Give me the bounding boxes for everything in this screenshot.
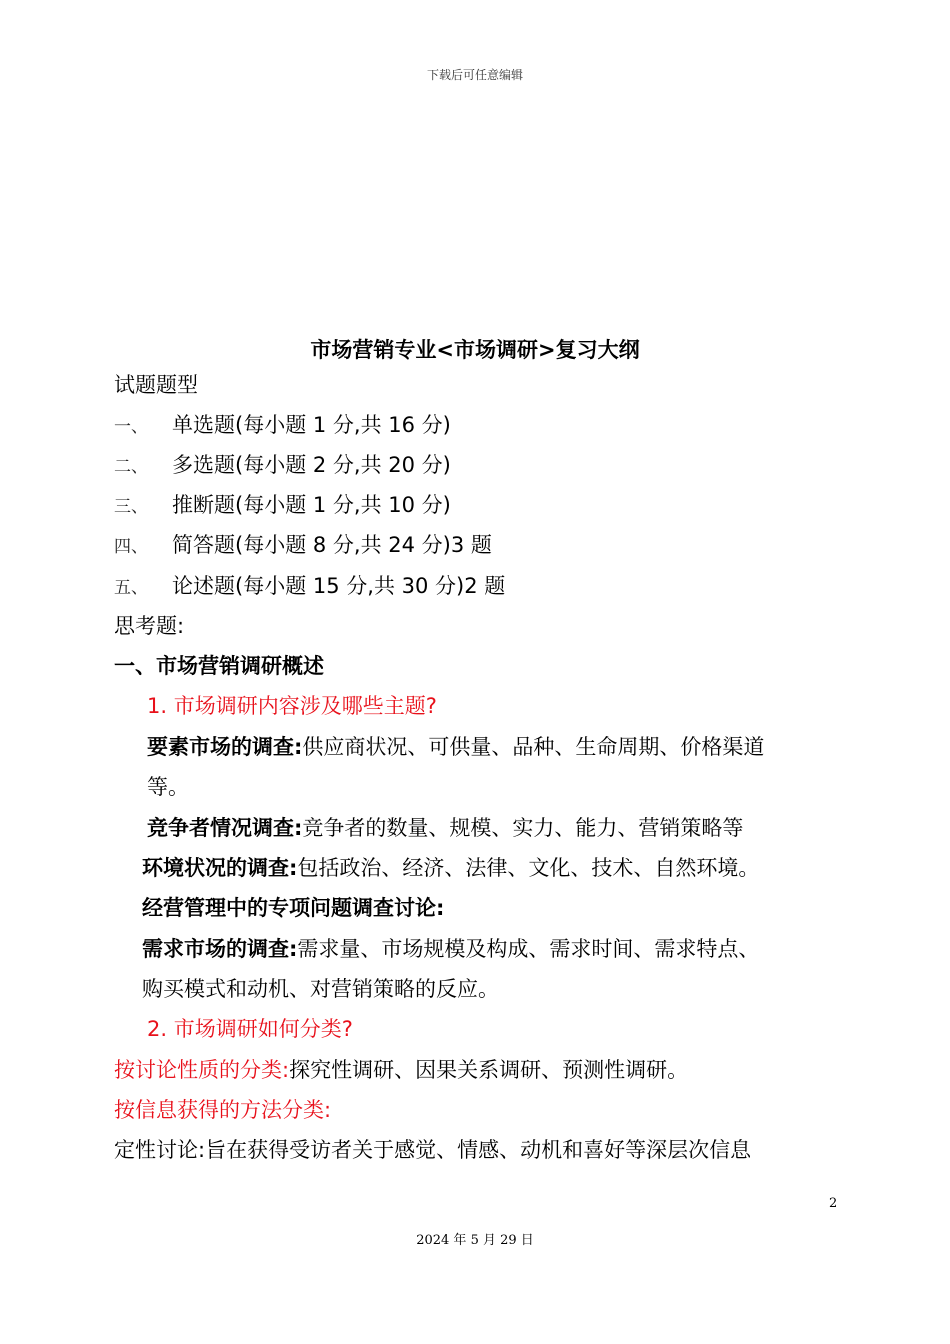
list-text: 简答题(每小题 8 分,共 24 分)3 题 <box>172 533 492 557</box>
question-type-2 <box>114 451 451 481</box>
item-text: 供应商状况、可供量、品种、生命周期、价格渠道 <box>302 735 765 759</box>
item-label: 竞争者情况调查: <box>147 816 303 840</box>
list-text: 论述题(每小题 15 分,共 30 分)2 题 <box>172 574 506 598</box>
item-label: 环境状况的调查: <box>142 856 298 880</box>
page-number: 2 <box>829 1196 838 1211</box>
item-environment <box>142 854 759 882</box>
list-text: 单选题(每小题 1 分,共 16 分) <box>172 413 451 437</box>
class-label: 按讨论性质的分类: <box>114 1058 290 1082</box>
list-number: 三、 <box>114 497 148 517</box>
list-number: 四、 <box>114 537 148 557</box>
list-text: 推断题(每小题 1 分,共 10 分) <box>172 493 451 517</box>
item-demand-market <box>142 935 759 963</box>
item-label: 要素市场的调查: <box>147 735 303 759</box>
list-number: 二、 <box>114 457 148 477</box>
item-label: 经营管理中的专项问题调查讨论: <box>142 896 445 920</box>
item-special-issues <box>142 894 444 922</box>
question-type-3 <box>114 491 451 521</box>
chapter-heading: 一、市场营销调研概述 <box>114 654 324 678</box>
list-text: 多选题(每小题 2 分,共 20 分) <box>172 453 451 477</box>
item-demand-market-cont: 购买模式和动机、对营销策略的反应。 <box>142 977 499 1001</box>
question-type-1 <box>114 411 451 441</box>
item-text: 需求量、市场规模及构成、需求时间、需求特点、 <box>297 937 760 961</box>
classification-by-method: 按信息获得的方法分类: <box>114 1098 332 1122</box>
page-header: 下载后可任意编辑 <box>426 68 523 82</box>
class-text: 探究性调研、因果关系调研、预测性调研。 <box>289 1058 689 1082</box>
footer-date: 2024 年 5 月 29 日 <box>416 1233 534 1248</box>
question-2: 2. 市场调研如何分类? <box>147 1017 353 1041</box>
question-type-4 <box>114 531 492 561</box>
item-factor-market <box>147 733 764 761</box>
document-title: 市场营销专业<市场调研>复习大纲 <box>310 338 640 362</box>
classification-by-nature <box>114 1056 688 1084</box>
item-text: 包括政治、经济、法律、文化、技术、自然环境。 <box>297 856 760 880</box>
list-number: 五、 <box>114 578 148 598</box>
item-text: 竞争者的数量、规模、实力、能力、营销策略等 <box>302 816 744 840</box>
item-factor-market-cont: 等。 <box>147 775 189 799</box>
qualitative-research: 定性讨论:旨在获得受访者关于感觉、情感、动机和喜好等深层次信息 <box>114 1138 752 1162</box>
thinking-heading: 思考题: <box>114 614 185 638</box>
question-1: 1. 市场调研内容涉及哪些主题? <box>147 694 437 718</box>
item-competitor <box>147 814 743 842</box>
item-label: 需求市场的调查: <box>142 937 298 961</box>
section-question-types: 试题题型 <box>114 373 198 397</box>
question-type-5 <box>114 572 505 602</box>
list-number: 一、 <box>114 417 148 437</box>
